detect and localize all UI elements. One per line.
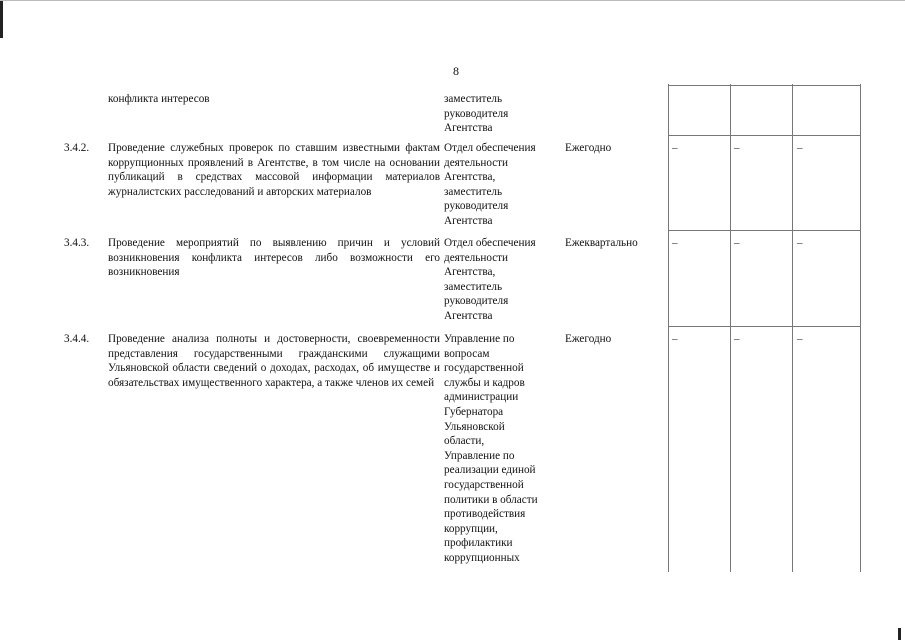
responsible-line: Агентства [444,122,493,135]
row-col-value: – [797,237,803,249]
row-col-value: – [797,333,803,345]
responsible-line: реализации единой [444,464,536,477]
responsible-line: руководителя [444,200,509,213]
row-term: Ежеквартально [565,237,638,249]
row-number: 3.4.3. [64,237,90,249]
responsible-line: государственной [444,478,524,491]
responsible-line: Управление по [444,449,515,462]
responsible-line: руководителя [444,295,509,308]
row-responsible [444,236,562,324]
responsible-line: Агентства, [444,171,496,184]
row-description: Проведение мероприятий по выявлению причин и условий возникновения конфликта интересов либо возможности его возникновения [108,237,440,279]
responsible-line: коррупционных [444,551,520,564]
row-col-value: – [734,333,740,345]
responsible-line: деятельности [444,251,509,264]
responsible-line: коррупции, [444,522,498,535]
scan-edge-mark-top [0,0,905,1]
responsible-line: администрации [444,391,519,404]
responsible-line: Управление по [444,333,515,345]
row-number: 3.4.2. [64,142,90,154]
responsible-line: службы и кадров [444,376,525,389]
row-description: Проведение анализа полноты и достоверности, своевременности представления государственными гражданскими служащими Ульяновской области сведений о доходах, расходах, об имуществе и обязательствах имущественного характера, а также членов их семей [108,333,440,389]
row-col-value: – [734,142,740,154]
row-term: Ежегодно [565,333,612,345]
row-col-value: – [734,237,740,249]
row-responsible [444,141,562,229]
responsible-line: государственной [444,362,524,375]
responsible-line: Отдел обеспечения [444,237,536,249]
page-number: 8 [453,64,459,78]
row-col-value: – [797,142,803,154]
row-description: конфликта интересов [108,93,210,105]
responsible-line: вопросам [444,347,490,360]
responsible-line: руководителя [444,107,509,120]
responsible-line: деятельности [444,156,509,169]
row-responsible [444,332,562,566]
responsible-line: области, [444,435,485,448]
responsible-line: профилактики [444,537,513,550]
responsible-line: заместитель [444,93,503,105]
row-term: Ежегодно [565,142,612,154]
scan-edge-mark-bottom-right [898,628,901,640]
responsible-line: Агентства, [444,266,496,279]
row-responsible [444,92,562,136]
responsible-line: Ульяновской [444,420,505,433]
responsible-line: Агентства [444,214,493,227]
responsible-line: противодействия [444,508,526,521]
responsible-line: Отдел обеспечения [444,142,536,154]
row-col-value: – [672,333,678,345]
responsible-line: заместитель [444,280,503,293]
row-col-value: – [672,237,678,249]
row-number: 3.4.4. [64,333,90,345]
row-col-value: – [672,142,678,154]
responsible-line: Губернатора [444,405,504,418]
responsible-line: заместитель [444,185,503,198]
scan-edge-mark-left [0,0,3,38]
responsible-line: Агентства [444,309,493,322]
responsible-line: политики в области [444,493,538,506]
row-description: Проведение служебных проверок по ставшим известными фактам коррупционных проявлений в Агентстве, в том числе на основании публикаций в средствах массовой информации материалов журналистских расследований и авторских материалов [108,142,440,198]
